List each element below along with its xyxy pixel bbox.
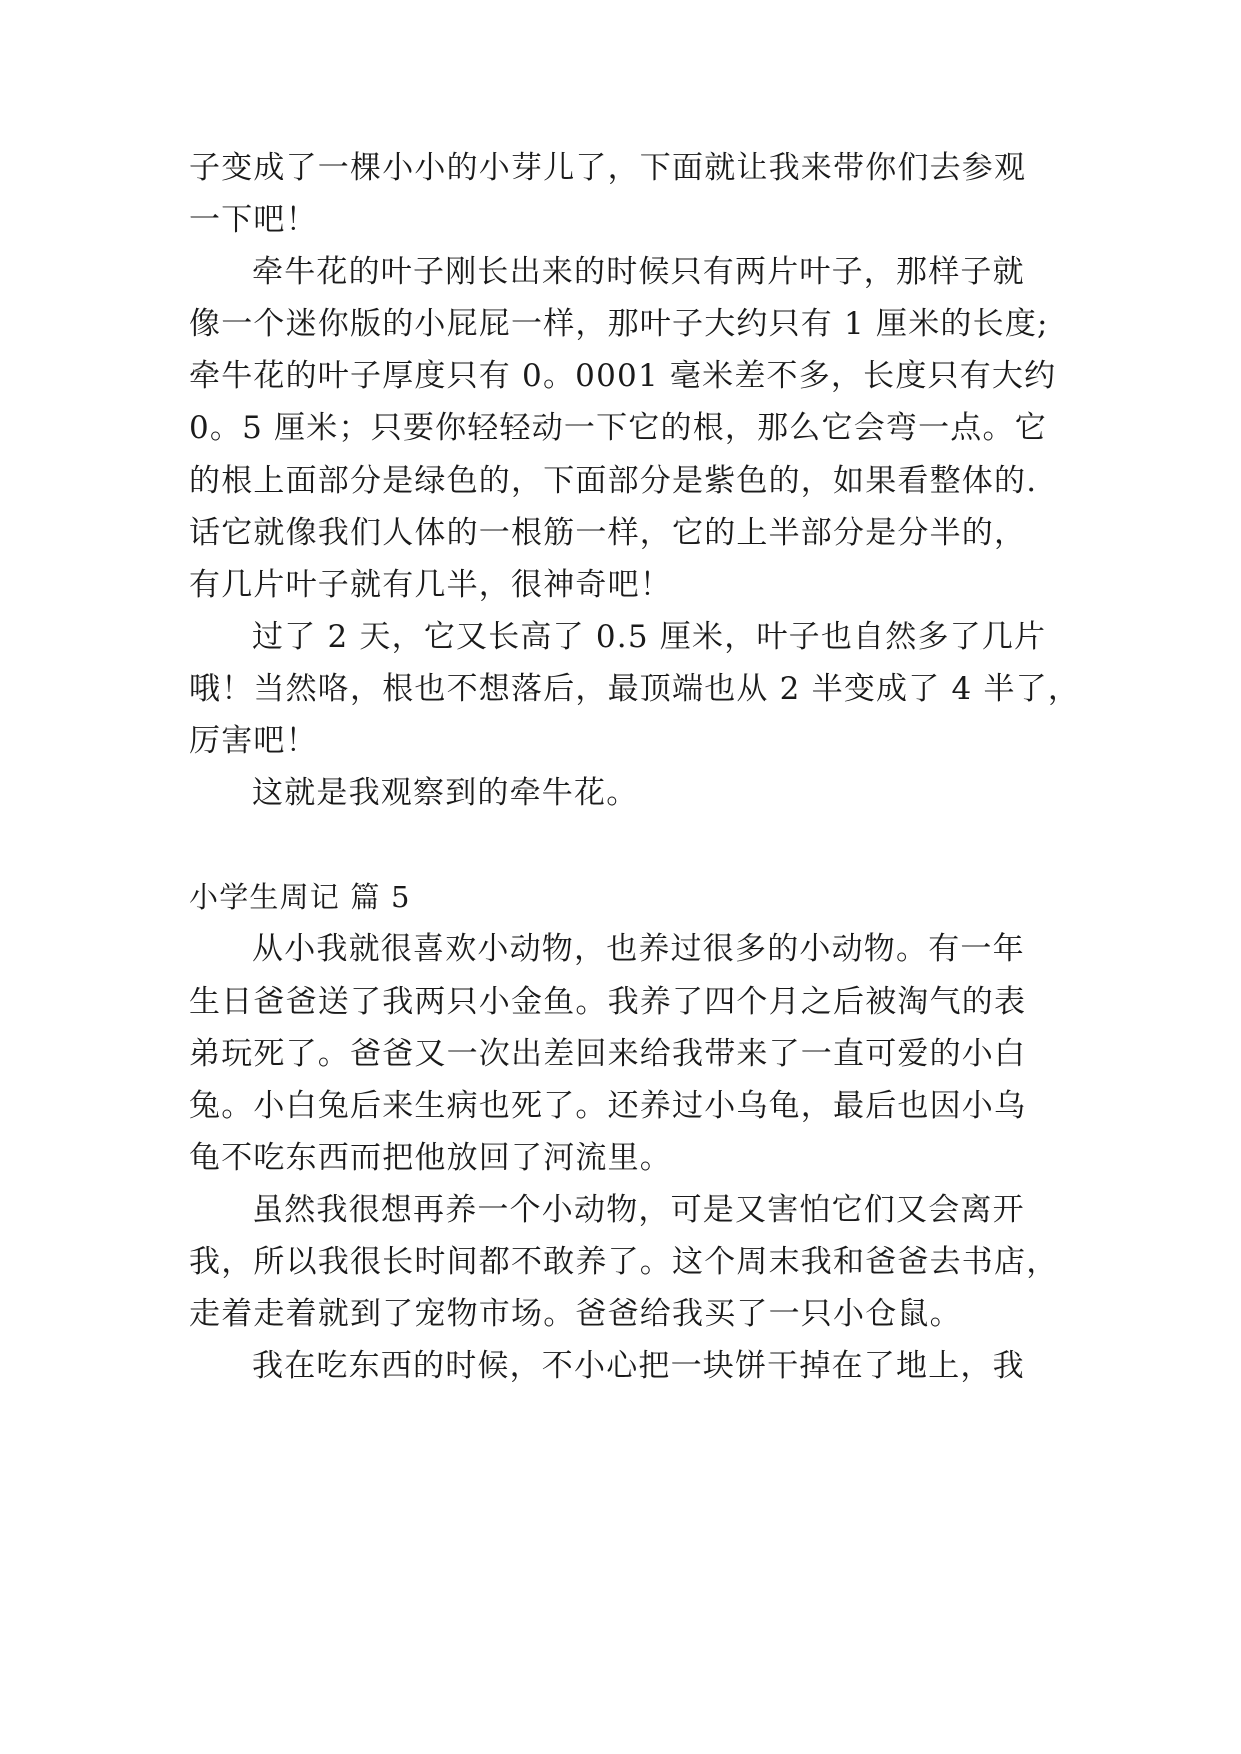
text-line: 厉害吧！ — [189, 723, 318, 759]
text-line: 兔。小白兔后来生病也死了。还养过小乌龟，最后也因小乌 — [189, 1088, 1027, 1124]
text-line: 龟不吃东西而把他放回了河流里。 — [189, 1140, 672, 1176]
text-line: 话它就像我们人体的一根筋一样，它的上半部分是分半的， — [189, 515, 1027, 551]
paragraph-first-line: 这就是我观察到的牵牛花。 — [252, 775, 639, 811]
paragraph-first-line: 牵牛花的叶子刚长出来的时候只有两片叶子，那样子就 — [252, 254, 1025, 290]
text-line: 生日爸爸送了我两只小金鱼。我养了四个月之后被淘气的表 — [189, 984, 1027, 1020]
paragraph-first-line: 过了 2 天，它又长高了 0.5 厘米，叶子也自然多了几片 — [252, 619, 1047, 655]
text-line: 子变成了一棵小小的小芽儿了，下面就让我来带你们去参观 — [189, 150, 1027, 186]
text-line: 一下吧！ — [189, 202, 318, 238]
text-line: 走着走着就到了宠物市场。爸爸给我买了一只小仓鼠。 — [189, 1296, 962, 1332]
text-line: 有几片叶子就有几半，很神奇吧！ — [189, 567, 672, 603]
text-line: 弟玩死了。爸爸又一次出差回来给我带来了一直可爱的小白 — [189, 1036, 1027, 1072]
text-line: 0。5 厘米；只要你轻轻动一下它的根，那么它会弯一点。它 — [189, 410, 1047, 446]
paragraph-first-line: 从小我就很喜欢小动物，也养过很多的小动物。有一年 — [252, 931, 1025, 967]
section-heading: 小学生周记 篇 5 — [189, 880, 411, 914]
text-line: 像一个迷你版的小屁屁一样，那叶子大约只有 1 厘米的长度; — [189, 306, 1049, 342]
text-line: 牵牛花的叶子厚度只有 0。0001 毫米差不多，长度只有大约 — [189, 358, 1057, 394]
text-line: 哦！当然咯，根也不想落后，最顶端也从 2 半变成了 4 半了， — [189, 671, 1081, 707]
text-line: 我，所以我很长时间都不敢养了。这个周末我和爸爸去书店， — [189, 1244, 1059, 1280]
paragraph-first-line: 我在吃东西的时候，不小心把一块饼干掉在了地上，我 — [252, 1348, 1025, 1384]
text-line: 的根上面部分是绿色的，下面部分是紫色的，如果看整体的. — [189, 463, 1038, 499]
paragraph-first-line: 虽然我很想再养一个小动物，可是又害怕它们又会离开 — [252, 1192, 1025, 1228]
